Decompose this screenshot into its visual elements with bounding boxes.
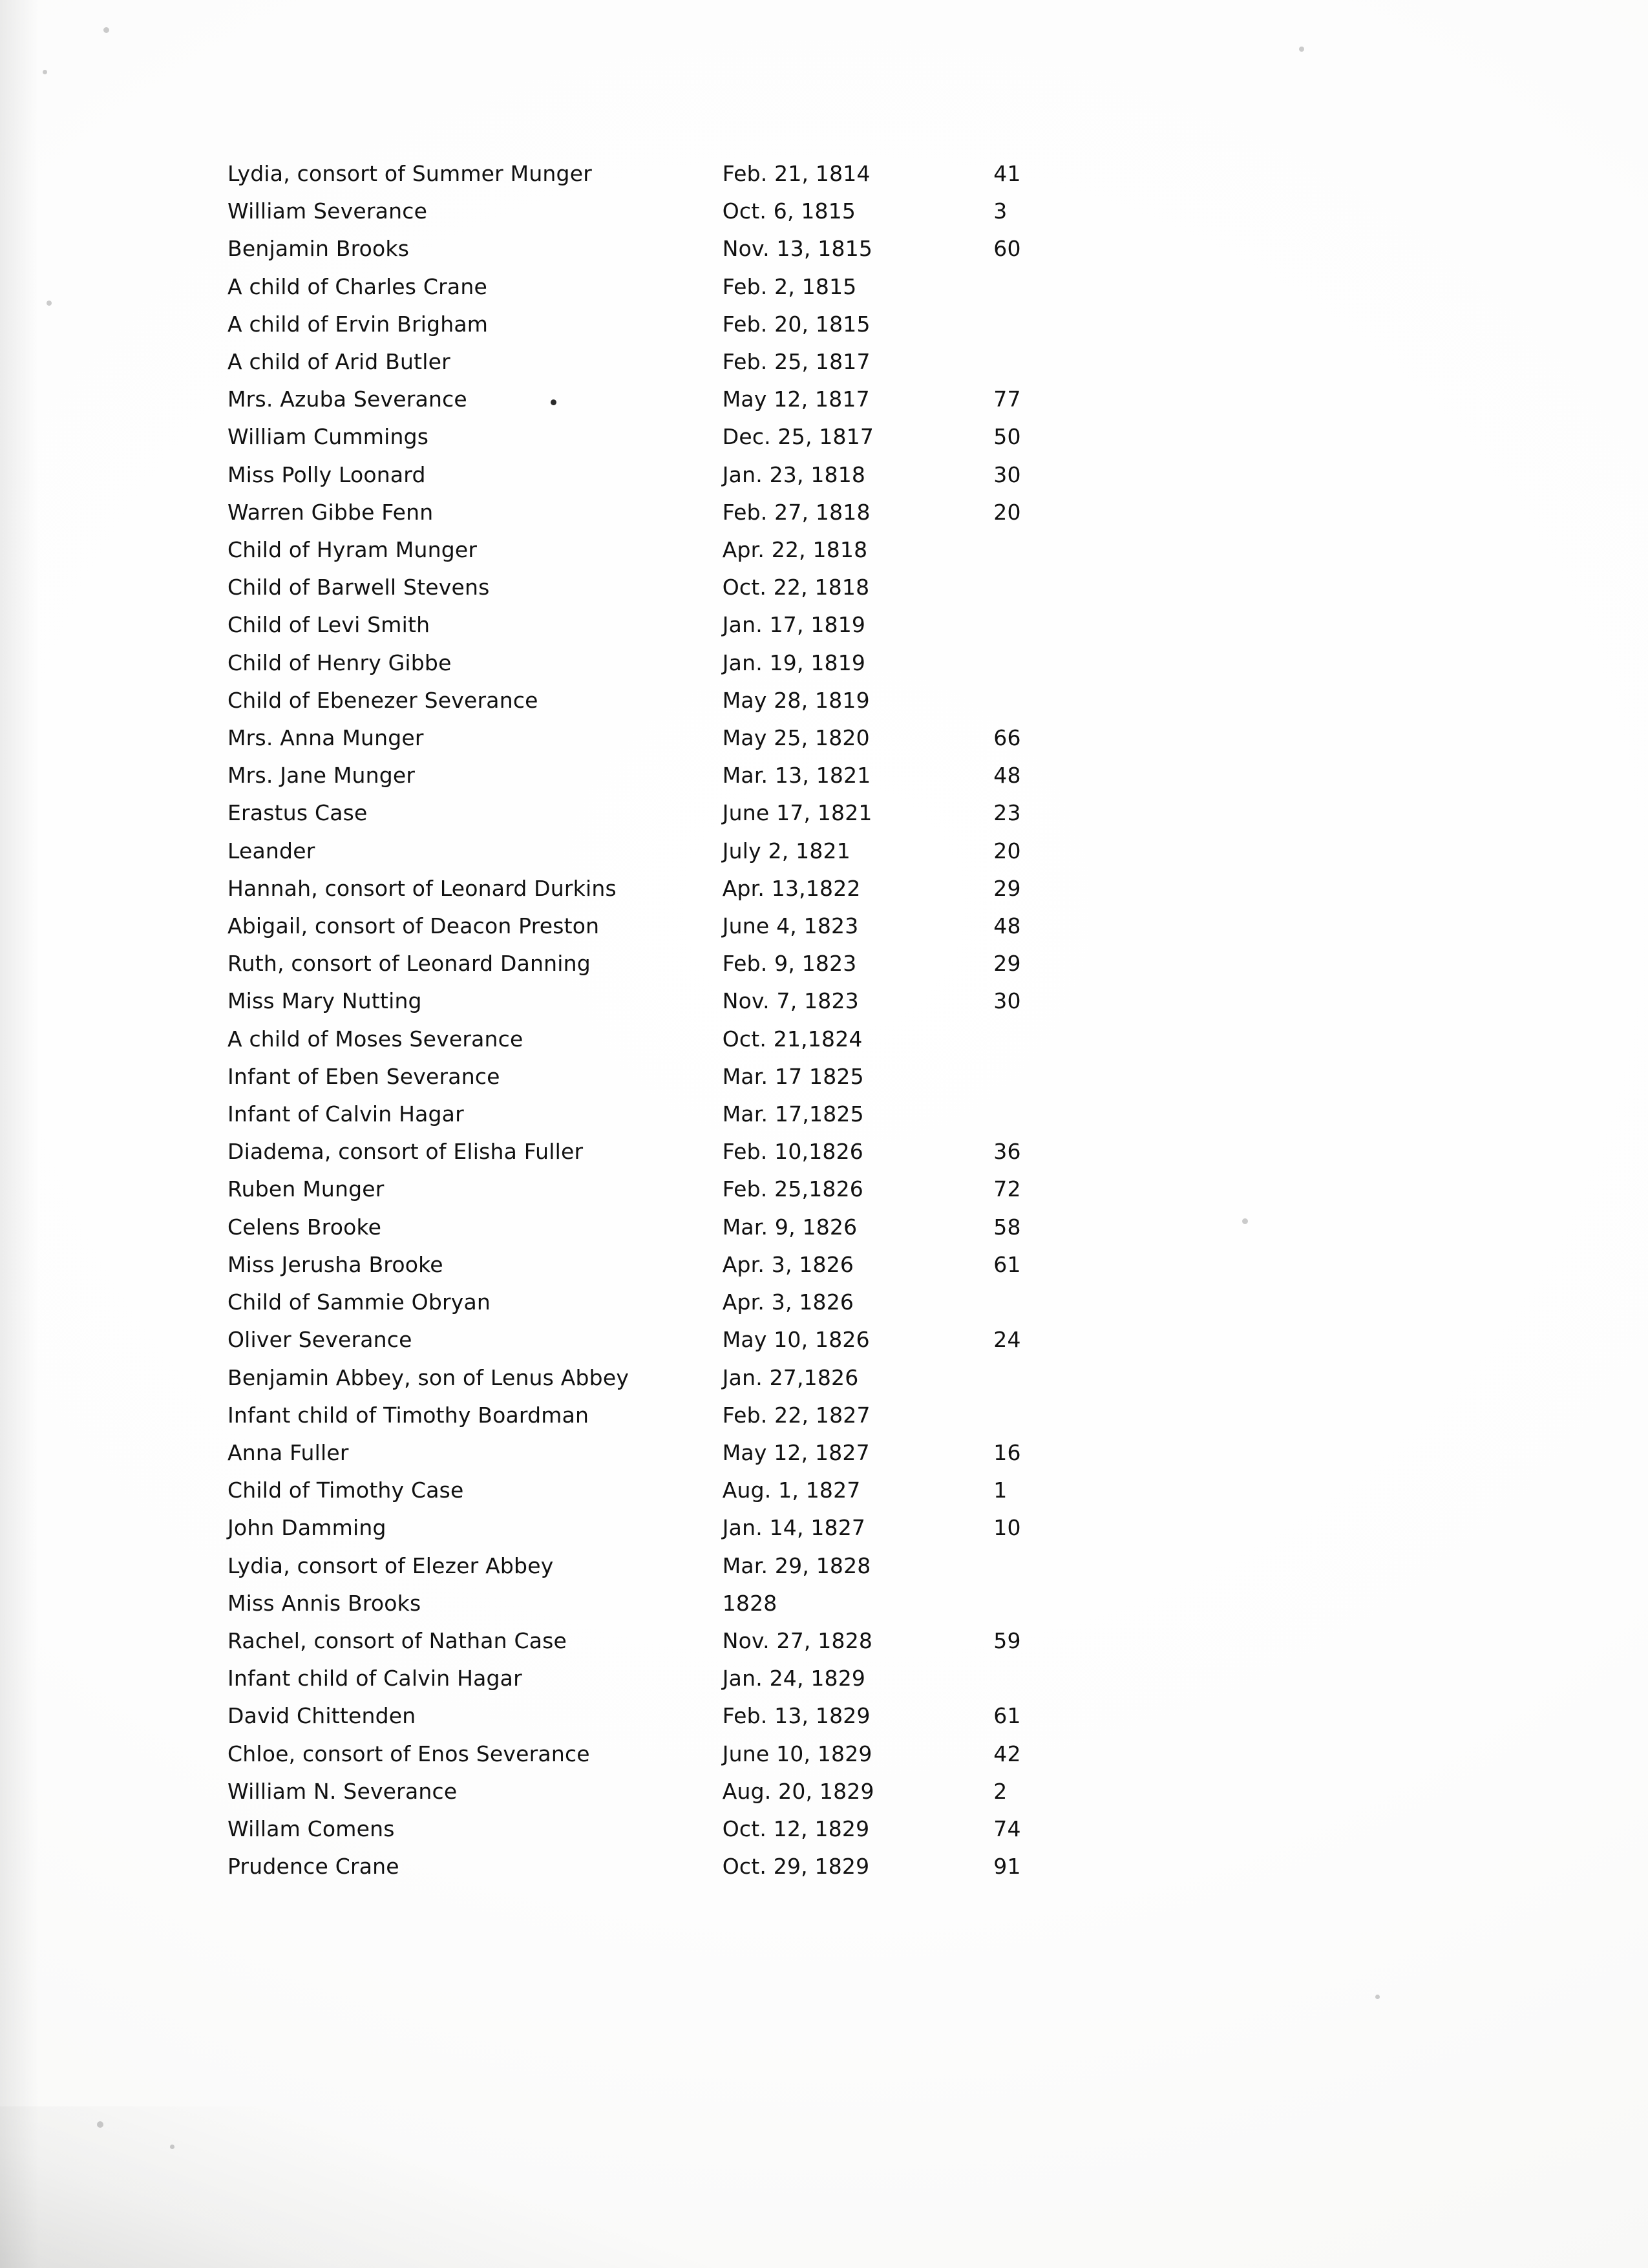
table-row — [227, 794, 1197, 832]
table-row — [227, 1509, 1197, 1547]
record-name: Mrs. Anna Munger — [227, 725, 424, 751]
record-age — [993, 1284, 1197, 1321]
record-name: Infant child of Timothy Boardman — [227, 1402, 589, 1428]
record-age: 61 — [993, 1251, 1021, 1277]
record-name: A child of Ervin Brigham — [227, 311, 489, 337]
record-date: Jan. 27,1826 — [722, 1364, 859, 1390]
record-name: Mrs. Azuba Severance — [227, 387, 467, 412]
record-name: Warren Gibbe Fenn — [227, 499, 434, 525]
record-date: Mar. 17,1825 — [722, 1101, 864, 1127]
record-name: A child of Charles Crane — [227, 273, 487, 299]
record-age: 30 — [993, 461, 1021, 487]
table-row — [227, 644, 1197, 682]
scan-speck — [43, 70, 47, 74]
record-age — [993, 1660, 1197, 1697]
table-row — [227, 1021, 1197, 1058]
record-name: Infant of Eben Severance — [227, 1063, 500, 1089]
table-row — [227, 1434, 1197, 1472]
record-age — [993, 1359, 1197, 1397]
record-name: David Chittenden — [227, 1703, 416, 1729]
record-age: 77 — [993, 387, 1021, 412]
table-row — [227, 1133, 1197, 1171]
table-row — [227, 1810, 1197, 1848]
record-name: Celens Brooke — [227, 1214, 382, 1240]
record-age: 3 — [993, 198, 1008, 224]
record-name: Diadema, consort of Elisha Fuller — [227, 1139, 584, 1165]
record-age: 60 — [993, 236, 1021, 262]
record-date: Oct. 22, 1818 — [722, 575, 870, 600]
record-date: Feb. 21, 1814 — [722, 161, 871, 186]
record-age: 2 — [993, 1778, 1008, 1804]
record-name: Benjamin Abbey, son of Lenus Abbey — [227, 1364, 629, 1390]
record-date: Feb. 22, 1827 — [722, 1402, 871, 1428]
table-row — [227, 757, 1197, 794]
record-date: Feb. 13, 1829 — [722, 1703, 871, 1729]
record-age — [993, 1096, 1197, 1133]
record-age: 41 — [993, 161, 1021, 186]
record-name: Miss Jerusha Brooke — [227, 1251, 443, 1277]
record-age: 36 — [993, 1139, 1021, 1165]
table-row — [227, 1284, 1197, 1321]
table-row — [227, 1622, 1197, 1660]
record-date: Apr. 22, 1818 — [722, 537, 868, 563]
table-row — [227, 1246, 1197, 1284]
record-name: Prudence Crane — [227, 1854, 399, 1880]
record-age: 1 — [993, 1478, 1008, 1503]
table-row — [227, 1773, 1197, 1810]
record-age — [993, 682, 1197, 719]
record-date: Feb. 27, 1818 — [722, 499, 871, 525]
record-date: Nov. 13, 1815 — [722, 236, 873, 262]
record-age: 16 — [993, 1439, 1021, 1465]
record-date: Feb. 25,1826 — [722, 1176, 863, 1202]
table-row — [227, 1547, 1197, 1585]
table-row — [227, 193, 1197, 230]
table-row — [227, 682, 1197, 719]
record-age — [993, 644, 1197, 682]
record-date: Apr. 13,1822 — [722, 875, 861, 901]
record-date: Mar. 17 1825 — [722, 1063, 864, 1089]
record-name: Erastus Case — [227, 800, 368, 826]
table-row — [227, 569, 1197, 606]
record-name: Child of Henry Gibbe — [227, 650, 452, 675]
record-name: Lydia, consort of Elezer Abbey — [227, 1553, 554, 1578]
table-row — [227, 494, 1197, 531]
record-date: Aug. 20, 1829 — [722, 1778, 874, 1804]
record-age — [993, 1585, 1197, 1622]
record-date: May 10, 1826 — [722, 1327, 870, 1353]
scan-speck — [1242, 1218, 1248, 1224]
record-name: Oliver Severance — [227, 1327, 412, 1353]
record-date: 1828 — [722, 1590, 777, 1616]
record-age — [993, 569, 1197, 606]
record-name: Child of Levi Smith — [227, 612, 430, 638]
record-date: Feb. 25, 1817 — [722, 349, 871, 375]
record-age: 50 — [993, 424, 1021, 450]
record-date: Feb. 10,1826 — [722, 1139, 863, 1165]
table-row — [227, 719, 1197, 757]
scan-speck — [47, 301, 52, 306]
record-name: William Cummings — [227, 424, 429, 450]
table-row — [227, 456, 1197, 494]
record-age — [993, 268, 1197, 306]
table-row — [227, 531, 1197, 569]
record-date: Oct. 29, 1829 — [722, 1854, 870, 1880]
record-name: William Severance — [227, 198, 428, 224]
table-row — [227, 1321, 1197, 1359]
record-date: June 17, 1821 — [722, 800, 872, 826]
table-row — [227, 1397, 1197, 1434]
record-name: Leander — [227, 838, 315, 864]
record-date: Apr. 3, 1826 — [722, 1289, 854, 1315]
record-name: Benjamin Brooks — [227, 236, 410, 262]
record-name: Ruben Munger — [227, 1176, 385, 1202]
table-row — [227, 230, 1197, 268]
record-date: Feb. 9, 1823 — [722, 951, 857, 977]
record-age: 29 — [993, 951, 1021, 977]
record-name: Child of Hyram Munger — [227, 537, 478, 563]
record-date: May 25, 1820 — [722, 725, 870, 751]
table-row — [227, 268, 1197, 306]
table-row — [227, 418, 1197, 456]
record-age: 20 — [993, 838, 1021, 864]
record-name: Rachel, consort of Nathan Case — [227, 1627, 567, 1653]
record-age: 48 — [993, 763, 1021, 789]
record-date: Feb. 2, 1815 — [722, 273, 857, 299]
record-date: Oct. 12, 1829 — [722, 1816, 870, 1841]
record-name: Miss Mary Nutting — [227, 988, 422, 1014]
record-date: May 12, 1817 — [722, 387, 870, 412]
table-body — [227, 155, 1197, 1885]
record-date: Nov. 27, 1828 — [722, 1627, 873, 1653]
record-age: 24 — [993, 1327, 1021, 1353]
record-age: 29 — [993, 875, 1021, 901]
record-date: July 2, 1821 — [722, 838, 850, 864]
record-name: Child of Sammie Obryan — [227, 1289, 491, 1315]
record-date: Jan. 19, 1819 — [722, 650, 866, 675]
record-name: Anna Fuller — [227, 1439, 349, 1465]
record-name: Miss Polly Loonard — [227, 461, 426, 487]
record-age — [993, 1058, 1197, 1096]
record-age: 42 — [993, 1741, 1021, 1766]
record-name: Hannah, consort of Leonard Durkins — [227, 875, 617, 901]
record-date: June 10, 1829 — [722, 1741, 872, 1766]
record-age — [993, 531, 1197, 569]
record-date: Feb. 20, 1815 — [722, 311, 871, 337]
record-age — [993, 606, 1197, 644]
record-age: 30 — [993, 988, 1021, 1014]
record-name: Infant child of Calvin Hagar — [227, 1666, 522, 1691]
record-age: 59 — [993, 1627, 1021, 1653]
record-age: 58 — [993, 1214, 1021, 1240]
record-date: Mar. 9, 1826 — [722, 1214, 858, 1240]
record-age — [993, 1021, 1197, 1058]
record-age: 74 — [993, 1816, 1021, 1841]
table-row — [227, 832, 1197, 870]
record-date: Apr. 3, 1826 — [722, 1251, 854, 1277]
record-name: Willam Comens — [227, 1816, 395, 1841]
record-age — [993, 343, 1197, 381]
table-row — [227, 1585, 1197, 1622]
table-row — [227, 343, 1197, 381]
table-row — [227, 1096, 1197, 1133]
table-row — [227, 306, 1197, 343]
record-age: 48 — [993, 913, 1021, 939]
record-age — [993, 306, 1197, 343]
record-date: Jan. 23, 1818 — [722, 461, 866, 487]
scan-speck — [103, 27, 109, 33]
record-date: Oct. 6, 1815 — [722, 198, 856, 224]
record-date: May 12, 1827 — [722, 1439, 870, 1465]
record-age — [993, 1547, 1197, 1585]
record-age: 10 — [993, 1515, 1021, 1541]
record-date: Mar. 29, 1828 — [722, 1553, 871, 1578]
record-age: 20 — [993, 499, 1021, 525]
record-name: Abigail, consort of Deacon Preston — [227, 913, 600, 939]
record-name: Mrs. Jane Munger — [227, 763, 416, 789]
record-name: A child of Arid Butler — [227, 349, 450, 375]
table-row — [227, 1472, 1197, 1509]
record-age: 66 — [993, 725, 1021, 751]
table-row — [227, 870, 1197, 907]
record-age: 61 — [993, 1703, 1021, 1729]
table-row — [227, 1359, 1197, 1397]
record-date: Jan. 17, 1819 — [722, 612, 866, 638]
record-date: Oct. 21,1824 — [722, 1026, 863, 1052]
record-date: Jan. 14, 1827 — [722, 1515, 866, 1541]
record-date: Jan. 24, 1829 — [722, 1666, 866, 1691]
scan-speck — [170, 2145, 174, 2149]
table-row — [227, 1660, 1197, 1697]
record-name: Child of Barwell Stevens — [227, 575, 490, 600]
record-date: June 4, 1823 — [722, 913, 859, 939]
table-row — [227, 1171, 1197, 1208]
burial-record-table — [227, 155, 1197, 1885]
scan-speck — [1375, 1995, 1380, 1999]
table-row — [227, 982, 1197, 1020]
record-name: Miss Annis Brooks — [227, 1590, 421, 1616]
record-name: Infant of Calvin Hagar — [227, 1101, 464, 1127]
record-age — [993, 1397, 1197, 1434]
record-name: Child of Ebenezer Severance — [227, 687, 538, 713]
table-row — [227, 907, 1197, 945]
record-name: Lydia, consort of Summer Munger — [227, 161, 592, 186]
record-name: Ruth, consort of Leonard Danning — [227, 951, 591, 977]
record-name: John Damming — [227, 1515, 386, 1541]
scan-speck — [1299, 47, 1304, 52]
record-name: Child of Timothy Case — [227, 1478, 464, 1503]
scan-speck — [97, 2121, 103, 2128]
record-date: Aug. 1, 1827 — [722, 1478, 861, 1503]
record-age: 91 — [993, 1854, 1021, 1880]
record-name: William N. Severance — [227, 1778, 458, 1804]
record-date: Nov. 7, 1823 — [722, 988, 859, 1014]
table-row — [227, 155, 1197, 193]
record-age: 72 — [993, 1176, 1021, 1202]
record-name: Chloe, consort of Enos Severance — [227, 1741, 590, 1766]
record-date: Dec. 25, 1817 — [722, 424, 874, 450]
table-row — [227, 1848, 1197, 1885]
record-age: 23 — [993, 800, 1021, 826]
table-row — [227, 606, 1197, 644]
record-date: May 28, 1819 — [722, 687, 870, 713]
table-row — [227, 945, 1197, 982]
table-row — [227, 1058, 1197, 1096]
record-date: Mar. 13, 1821 — [722, 763, 871, 789]
table-row — [227, 1209, 1197, 1246]
table-row — [227, 1735, 1197, 1773]
table-row — [227, 1697, 1197, 1735]
table-row — [227, 381, 1197, 418]
record-name: A child of Moses Severance — [227, 1026, 523, 1052]
